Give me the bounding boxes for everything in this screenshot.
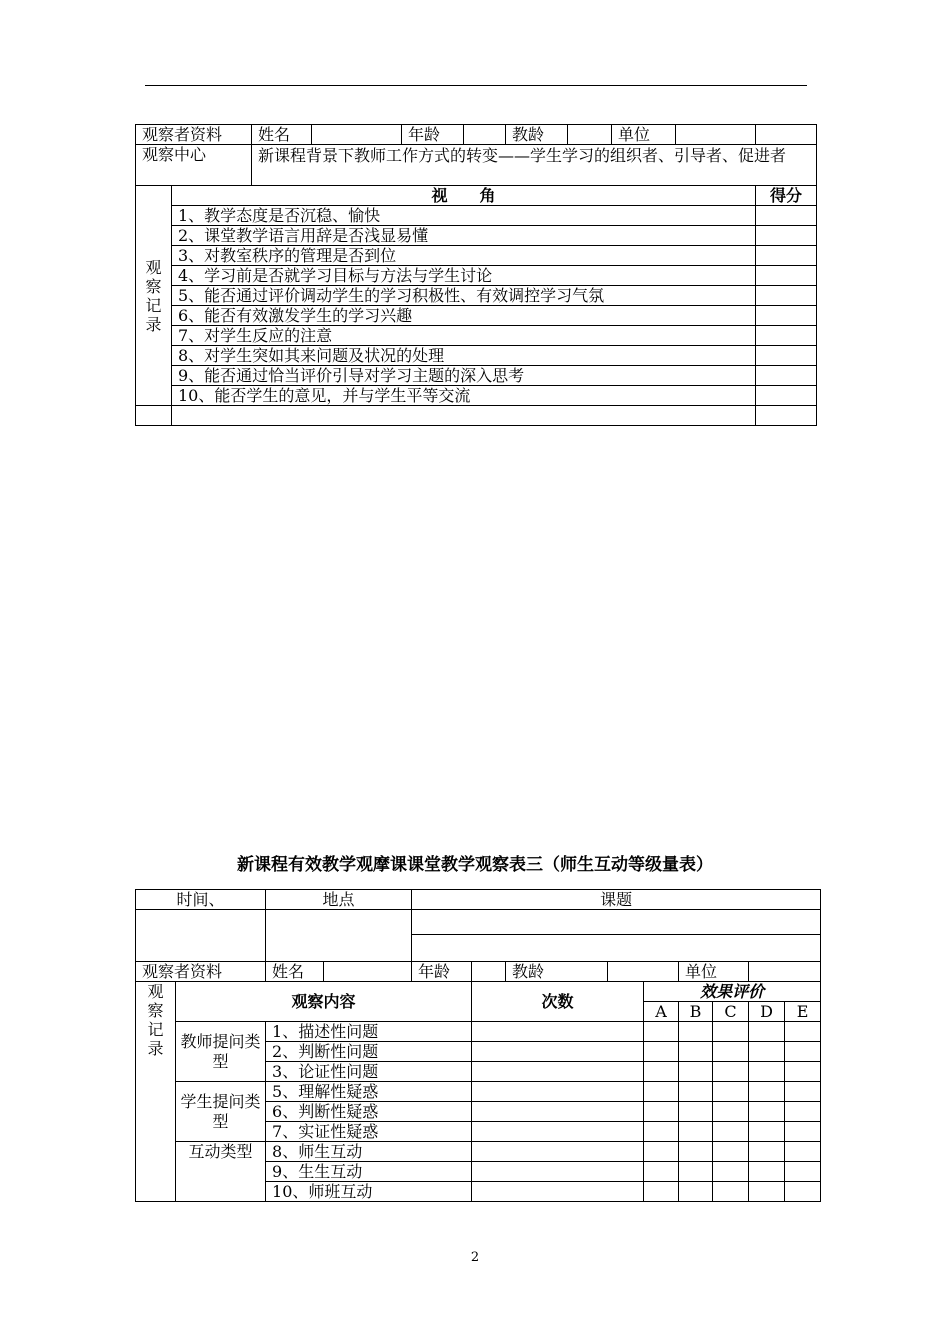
teaching-age-label: 教龄: [506, 962, 608, 982]
count-cell[interactable]: [472, 1082, 644, 1102]
record-char: 察: [145, 276, 162, 296]
place-label: 地点: [266, 890, 412, 910]
unit-field-extra[interactable]: [756, 125, 817, 145]
observer-info-label: 观察者资料: [136, 125, 252, 145]
focus-text: 新课程背景下教师工作方式的转变——学生学习的组织者、引导者、促进者: [252, 145, 817, 186]
grade-a: A: [644, 1002, 679, 1022]
record-char: 察: [147, 1001, 164, 1020]
record-char: 记: [145, 295, 162, 315]
perspective-header: 视 角: [172, 186, 756, 206]
score-header: 得分: [756, 186, 817, 206]
grade-cell[interactable]: [713, 1082, 749, 1102]
perspective-item: 5、能否通过评价调动学生的学习积极性、有效调控学习气氛: [172, 286, 756, 306]
grade-cell[interactable]: [644, 1162, 679, 1182]
content-item: 3、论证性问题: [266, 1062, 472, 1082]
content-item: 9、生生互动: [266, 1162, 472, 1182]
age-label: 年龄: [402, 125, 464, 145]
content-item: 8、师生互动: [266, 1142, 472, 1162]
grade-cell[interactable]: [679, 1042, 713, 1062]
grade-cell[interactable]: [713, 1022, 749, 1042]
content-item: 5、理解性疑惑: [266, 1082, 472, 1102]
content-header: 观察内容: [176, 982, 472, 1022]
grade-cell[interactable]: [644, 1022, 679, 1042]
score-cell[interactable]: [756, 266, 817, 286]
group-student-questions: 学生提问类型: [176, 1082, 266, 1142]
topic-label: 课题: [412, 890, 821, 910]
content-item: 10、师班互动: [266, 1182, 472, 1202]
count-cell[interactable]: [472, 1042, 644, 1062]
perspective-item: 4、学习前是否就学习目标与方法与学生讨论: [172, 266, 756, 286]
unit-label: 单位: [679, 962, 749, 982]
grade-cell[interactable]: [785, 1022, 821, 1042]
name-label: 姓名: [252, 125, 312, 145]
grade-cell[interactable]: [785, 1142, 821, 1162]
teaching-age-field[interactable]: [568, 125, 612, 145]
grade-cell[interactable]: [785, 1182, 821, 1202]
grade-cell[interactable]: [749, 1062, 785, 1082]
blank-item[interactable]: [172, 406, 756, 426]
grade-cell[interactable]: [749, 1042, 785, 1062]
perspective-item: 6、能否有效激发学生的学习兴趣: [172, 306, 756, 326]
grade-cell[interactable]: [644, 1122, 679, 1142]
blank-score[interactable]: [756, 406, 817, 426]
age-label: 年龄: [412, 962, 472, 982]
content-item: 7、实证性疑惑: [266, 1122, 472, 1142]
grade-cell[interactable]: [785, 1062, 821, 1082]
unit-field[interactable]: [749, 962, 821, 982]
group-interaction: 互动类型: [176, 1142, 266, 1202]
grade-cell[interactable]: [785, 1102, 821, 1122]
topic-field[interactable]: [412, 910, 821, 935]
grade-d: D: [749, 1002, 785, 1022]
grade-cell[interactable]: [713, 1162, 749, 1182]
count-cell[interactable]: [472, 1022, 644, 1042]
grade-cell[interactable]: [644, 1102, 679, 1122]
observer-info-label: 观察者资料: [136, 962, 266, 982]
perspective-item: 7、对学生反应的注意: [172, 326, 756, 346]
grade-cell[interactable]: [644, 1182, 679, 1202]
perspective-item: 10、能否学生的意见，并与学生平等交流: [172, 386, 756, 406]
group-teacher-questions: 教师提问类型: [176, 1022, 266, 1082]
count-cell[interactable]: [472, 1122, 644, 1142]
grade-cell[interactable]: [644, 1062, 679, 1082]
age-field[interactable]: [464, 125, 506, 145]
teaching-age-field[interactable]: [608, 962, 679, 982]
score-cell[interactable]: [756, 246, 817, 266]
observation-table-2: [135, 889, 821, 1202]
content-item: 1、描述性问题: [266, 1022, 472, 1042]
grade-cell[interactable]: [785, 1162, 821, 1182]
grade-cell[interactable]: [713, 1062, 749, 1082]
table2-title: 新课程有效教学观摩课课堂教学观察表三（师生互动等级量表）: [237, 855, 713, 875]
name-field[interactable]: [324, 962, 412, 982]
record-label: [136, 982, 176, 1202]
focus-label: 观察中心: [136, 145, 252, 186]
grade-cell[interactable]: [644, 1082, 679, 1102]
grade-cell[interactable]: [679, 1102, 713, 1122]
score-cell[interactable]: [756, 326, 817, 346]
content-item: 6、判断性疑惑: [266, 1102, 472, 1122]
score-cell[interactable]: [756, 346, 817, 366]
perspective-item: 8、对学生突如其来问题及状况的处理: [172, 346, 756, 366]
grade-cell[interactable]: [749, 1022, 785, 1042]
perspective-item: 1、教学态度是否沉稳、愉快: [172, 206, 756, 226]
record-char: 录: [147, 1039, 164, 1058]
age-field[interactable]: [472, 962, 506, 982]
count-header: 次数: [472, 982, 644, 1022]
record-char: 观: [145, 257, 162, 277]
grade-cell[interactable]: [749, 1122, 785, 1142]
unit-label: 单位: [612, 125, 676, 145]
grade-cell[interactable]: [749, 1182, 785, 1202]
grade-cell[interactable]: [713, 1102, 749, 1122]
content-item: 2、判断性问题: [266, 1042, 472, 1062]
grade-cell[interactable]: [785, 1042, 821, 1062]
header-rule: [145, 85, 807, 86]
grade-cell[interactable]: [679, 1182, 713, 1202]
score-cell[interactable]: [756, 226, 817, 246]
score-cell[interactable]: [756, 386, 817, 406]
grade-cell[interactable]: [713, 1122, 749, 1142]
grade-cell[interactable]: [679, 1022, 713, 1042]
grade-cell[interactable]: [679, 1082, 713, 1102]
grade-cell[interactable]: [679, 1122, 713, 1142]
grade-cell[interactable]: [679, 1142, 713, 1162]
perspective-item: 9、能否通过恰当评价引导对学习主题的深入思考: [172, 366, 756, 386]
count-cell[interactable]: [472, 1142, 644, 1162]
page-number: 2: [470, 1250, 480, 1265]
grade-cell[interactable]: [749, 1102, 785, 1122]
unit-field[interactable]: [676, 125, 756, 145]
grade-cell[interactable]: [785, 1082, 821, 1102]
score-cell[interactable]: [756, 366, 817, 386]
grade-cell[interactable]: [749, 1162, 785, 1182]
grade-cell[interactable]: [679, 1062, 713, 1082]
grade-cell[interactable]: [713, 1042, 749, 1062]
score-cell[interactable]: [756, 306, 817, 326]
count-cell[interactable]: [472, 1102, 644, 1122]
count-cell[interactable]: [472, 1162, 644, 1182]
place-field[interactable]: [266, 910, 412, 962]
grade-c: C: [713, 1002, 749, 1022]
count-cell[interactable]: [472, 1062, 644, 1082]
record-char: 观: [147, 982, 164, 1001]
score-cell[interactable]: [756, 286, 817, 306]
topic-field-2[interactable]: [412, 935, 821, 962]
grade-cell[interactable]: [644, 1042, 679, 1062]
count-cell[interactable]: [472, 1182, 644, 1202]
observation-table-1: [135, 124, 817, 426]
grade-cell[interactable]: [713, 1142, 749, 1162]
name-field[interactable]: [312, 125, 402, 145]
grade-b: B: [679, 1002, 713, 1022]
time-field[interactable]: [136, 910, 266, 962]
score-cell[interactable]: [756, 206, 817, 226]
teaching-age-label: 教龄: [506, 125, 568, 145]
grade-cell[interactable]: [749, 1082, 785, 1102]
time-label: 时间、: [136, 890, 266, 910]
grade-cell[interactable]: [679, 1162, 713, 1182]
grade-cell[interactable]: [785, 1122, 821, 1142]
eval-header: 效果评价: [644, 982, 821, 1002]
name-label: 姓名: [266, 962, 324, 982]
grade-cell[interactable]: [749, 1142, 785, 1162]
perspective-item: 2、课堂教学语言用辞是否浅显易懂: [172, 226, 756, 246]
grade-e: E: [785, 1002, 821, 1022]
record-label: [136, 186, 172, 406]
record-char: 记: [147, 1020, 164, 1039]
grade-cell[interactable]: [713, 1182, 749, 1202]
perspective-item: 3、对教室秩序的管理是否到位: [172, 246, 756, 266]
record-char: 录: [145, 314, 162, 334]
blank-cell: [136, 406, 172, 426]
grade-cell[interactable]: [644, 1142, 679, 1162]
